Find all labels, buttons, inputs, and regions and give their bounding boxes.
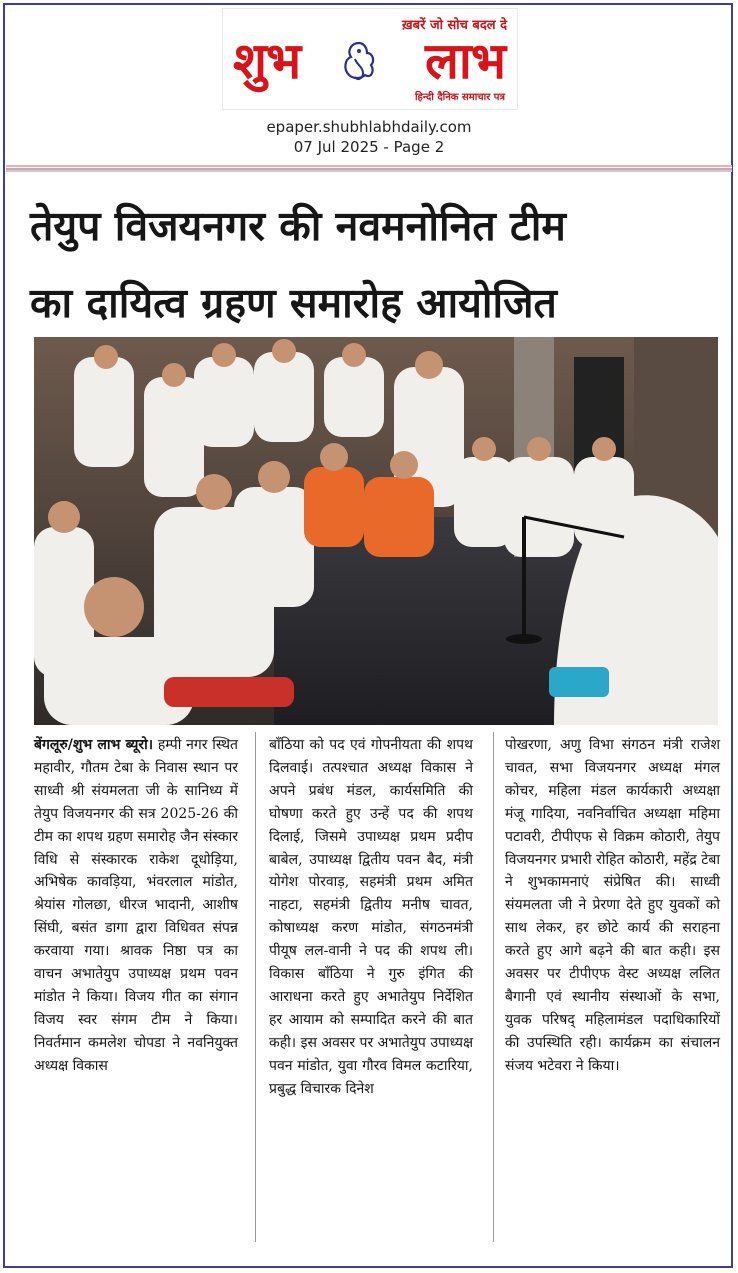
column-divider-1	[255, 732, 256, 1242]
article-column-3	[505, 734, 720, 1078]
header-divider	[6, 165, 732, 172]
column-divider-2	[493, 732, 494, 1242]
article-column-2	[269, 734, 473, 1101]
logo-word-shubh: शुभ	[233, 32, 301, 90]
ceremony-photo-drawing	[34, 337, 718, 725]
masthead-subtitle: हिन्दी दैनिक समाचार पत्र	[414, 92, 505, 103]
edition-date-page: 07 Jul 2025 - Page 2	[293, 138, 445, 156]
article-column-1	[34, 734, 238, 1078]
headline-line-2: का दायित्व ग्रहण समारोह आयोजित	[30, 279, 557, 327]
masthead-tagline: ख़बरें जो सोच बदल दे	[402, 18, 507, 33]
article-col2-text: बाँठिया को पद एवं गोपनीयता की शपथ दिलवाई। तत्पश्चात अध्यक्ष विकास ने अपने प्रबंध मंडल, कार्यसमिति की घोषणा करते हुए उन्हें पद की शपथ दिलाई, जिसमे उपाध्यक्ष प्रथम प्रदीप बाबेल, उपाध्यक्ष द्वितीय पवन बैद, मंत्री योगेश पोरवाड़, सहमंत्री प्रथम अमित नाहटा, सहमंत्री द्वितीय मनीष चावत, कोषाध्यक्ष करण मांडोत, संगठनमंत्री पीयूष लल-वानी ने पद की शपथ ली। विकास बाँठिया ने गुरु इंगित की आराधना करते हुए अभातेयुप निर्देशित हर आयाम को सम्पादित करने की बात कही। इस अवसर पर अभातेयुप उपाध्यक्ष पवन मांडोत, युवा गौरव विमल कटारिया, प्रबुद्ध विचारक दिनेश	[269, 737, 473, 1097]
logo-word-labh: लाभ	[425, 32, 505, 90]
ceremony-photo	[34, 337, 718, 725]
edition-url: epaper.shubhlabhdaily.com	[266, 118, 472, 136]
article-col1-text: हम्पी नगर स्थित महावीर, गौतम टेबा के निवास स्थान पर साध्वी श्री संयमलता जी के सानिध्य में तेयुप विजयनगर की सत्र 2025-26 की टीम का शपथ ग्रहण समारोह जैन संस्कार विधि से संस्कारक राकेश दूधोड़िया, अभिषेक कावड़िया, भंवरलाल मांडोत, श्रेयांस गोलछा, धीरज भादानी, आशीष सिंघी, बसंत डागा द्वारा विधिवत संपन्न करवाया गया। श्रावक निष्ठा पत्र का वाचन अभातेयुप उपाध्यक्ष प्रथम पवन मांडोत ने किया। विजय गीत का संगान विजय स्वर संगम टीम ने किया। निवर्तमान कमलेश चोपडा ने नवनियुक्त अध्यक्ष विकास	[34, 737, 238, 1074]
article-byline: बेंगलूरु/शुभ लाभ ब्यूरो।	[34, 737, 154, 753]
masthead-logo	[222, 8, 518, 110]
article-col3-text: पोखरणा, अणु विभा संगठन मंत्री राजेश चावत, सभा विजयनगर अध्यक्ष मंगल कोचर, महिला मंडल कार्यकारी अध्यक्षा मंजू गादिया, नवनिर्वाचित अध्यक्षा महिमा पटावरी, टीपीएफ से विक्रम कोठारी, तेयुप विजयनगर प्रभारी रोहित कोठारी, महेंद्र टेबा ने शुभकामनाएं संप्रेषित की। साध्वी संयमलता जी ने प्रेरणा देते हुए युवकों को साथ लेकर, हर छोटे कार्य की सराहना करते हुए आगे बढ़ने की बात कही। इस अवसर पर टीपीएफ वेस्ट अध्यक्ष ललित बैगानी एवं स्थानीय संस्थाओं के सभा, युवक परिषद् महिलामंडल पदाधिकारियों की उपस्थिति रही। कार्यक्रम का संचालन संजय भटेवरा ने किया।	[505, 737, 720, 1074]
ganesha-icon	[341, 39, 377, 85]
headline-line-1: तेयुप विजयनगर की नवमनोनित टीम	[30, 202, 566, 250]
